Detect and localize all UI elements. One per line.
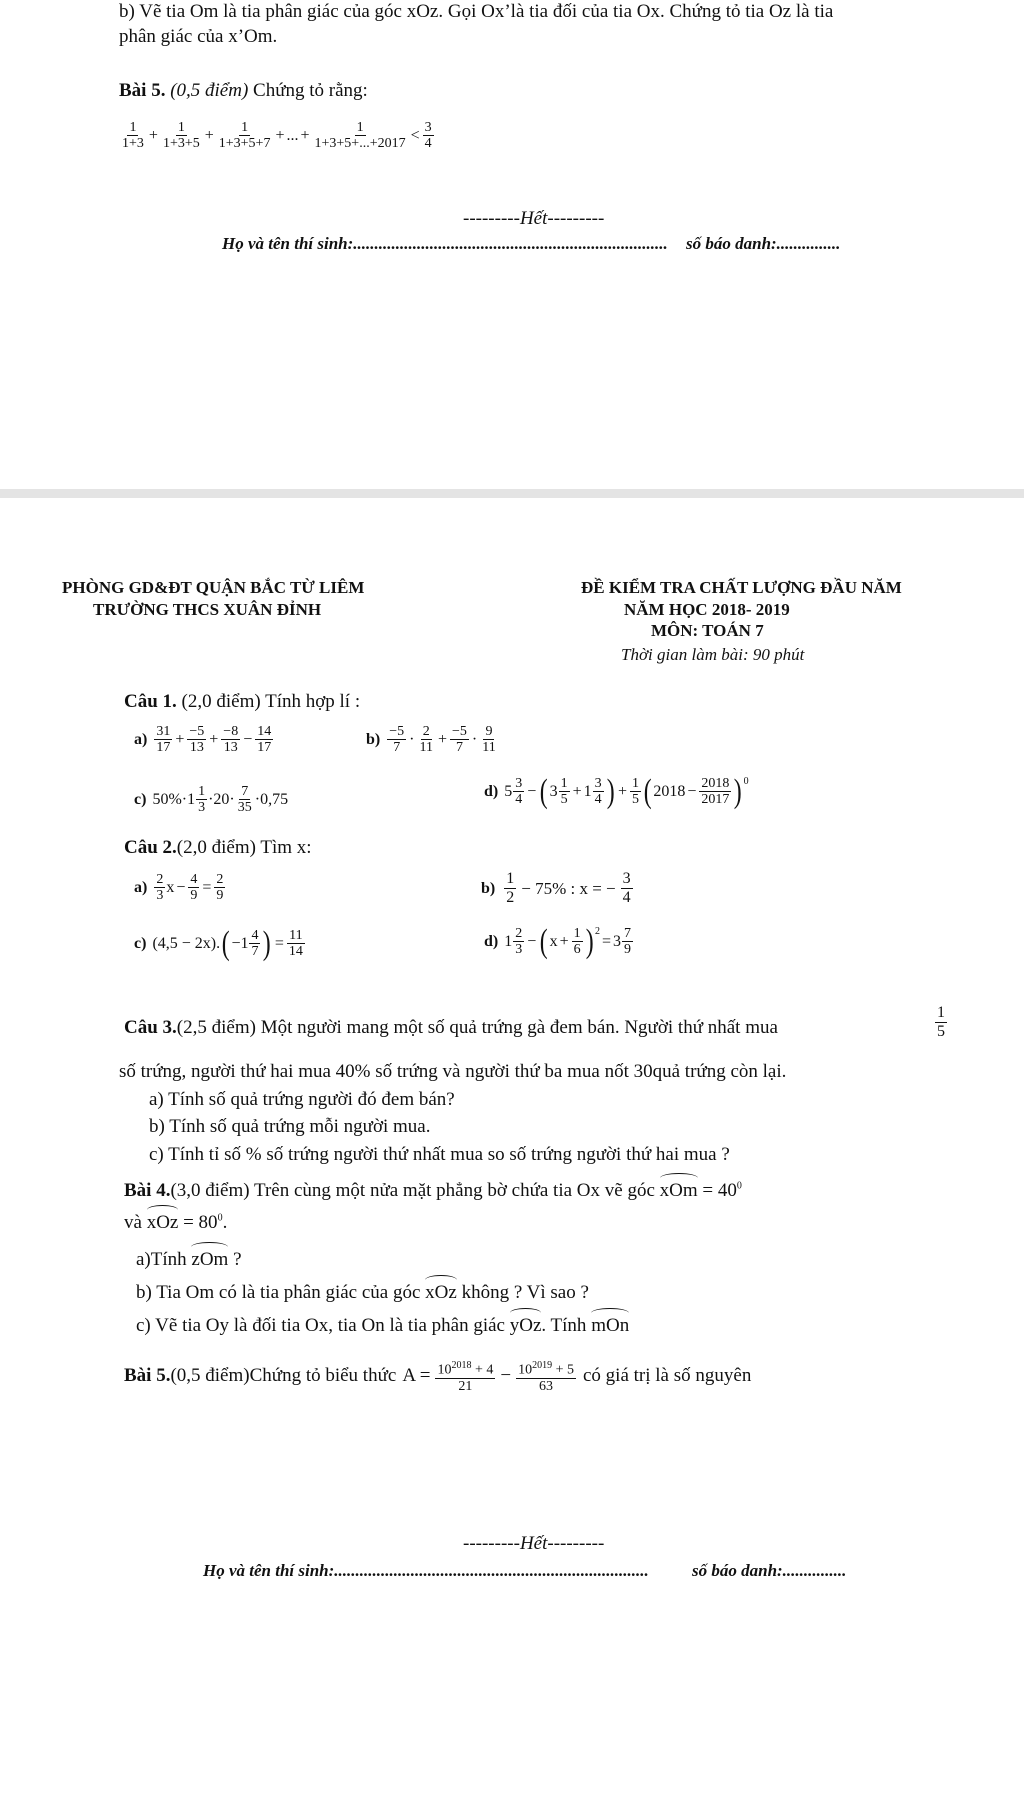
cau1-heading: Câu 1. (2,0 điểm) Tính hợp lí : (124, 691, 361, 712)
exam-time: Thời gian làm bài: 90 phút (621, 645, 805, 664)
cau1-d: d) 5 $\frac{3}{4}$ − ( 3 $\frac{1}{5}$ + 1 $\frac{3}{4}$ ) + $\frac{1}{5}$ ( 2018 − $\frac{2018}{2017}$ ) $^0$ (484, 772, 749, 810)
item-b-line1: b) Vẽ tia Om là tia phân giác của góc xOz. Gọi Ox’là tia đối của tia Ox. Chứng tỏ tia Oz là tia (119, 1, 834, 22)
candidate-name-line: Họ và tên thí sinh:.......................................................................... (203, 1561, 649, 1580)
candidate-id-line: số báo danh:............... (692, 1561, 847, 1580)
cau2-a: a) $\frac{2}{3}$ x − $\frac{4}{9}$ = $\frac{2}{9}$ (134, 872, 224, 903)
bai5-top-heading: Bài 5. (0,5 điểm) Chứng tỏ rằng: (119, 80, 368, 101)
cau3-line1: Câu 3.(2,5 điểm) Một người mang một số quả trứng gà đem bán. Người thứ nhất mua (124, 1017, 778, 1038)
bai5-statement: Bài 5. (0,5 điểm)Chứng tỏ biểu thức A = $\frac{10^{2018} + 4}{21}$ − $\frac{10^{2019} + 5}{63}$ có giá trị là số nguyên (124, 1360, 752, 1394)
cau3-line2: số trứng, người thứ hai mua 40% số trứng và người thứ ba mua nốt 30quả trứng còn lại. (119, 1061, 787, 1082)
cau3-c: c) Tính tỉ số % số trứng người thứ nhất mua so số trứng người thứ hai mua ? (149, 1144, 730, 1165)
bai4-line2: và xOz = $80^0$. (124, 1212, 228, 1233)
subject: MÔN: TOÁN 7 (651, 621, 764, 640)
cau3-fraction: $\frac{1}{5}$ (937, 1004, 945, 1040)
bai4-b: b) Tia Om có là tia phân giác của góc xOz không ? Vì sao ? (136, 1282, 589, 1303)
candidate-id-line-top: số báo danh:............... (686, 234, 841, 253)
cau3-a: a) Tính số quả trứng người đó đem bán? (149, 1089, 455, 1110)
page-separator (0, 489, 1024, 498)
cau3-b: b) Tính số quả trứng mỗi người mua. (149, 1116, 431, 1137)
school-name: TRƯỜNG THCS XUÂN ĐỈNH (93, 600, 322, 619)
cau1-c: c) 50%·1 $\frac{1}{3}$ ·20· $\frac{7}{35}$ ·0,75 (134, 784, 289, 815)
inequality: $\frac{1}{1+3}$ + $\frac{1}{1+3+5}$ + $\frac{1}{1+3+5+7}$ + ... + $\frac{1}{1+3+5+...+2017}$ < $\frac{3}{4}$ (122, 120, 432, 151)
cau2-b: b) $\frac{1}{2}$ − 75% : x = − $\frac{3}{4}$ (481, 870, 631, 906)
cau2-d: d) 1 $\frac{2}{3}$ − ( x + $\frac{1}{6}$ ) $^2$ = 3 $\frac{7}{9}$ (484, 922, 631, 960)
dept-name: PHÒNG GD&ĐT QUẬN BẮC TỪ LIÊM (62, 578, 365, 597)
exam-title: ĐỀ KIỂM TRA CHẤT LƯỢNG ĐẦU NĂM (581, 578, 902, 597)
cau2-heading: Câu 2.(2,0 điểm) Tìm x: (124, 837, 312, 858)
cau1-a: a) $\frac{31}{17}$ + $\frac{-5}{13}$ + $\frac{-8}{13}$ − $\frac{14}{17}$ (134, 724, 272, 755)
end-marker-top: ---------Hết--------- (463, 208, 605, 229)
bai4-c: c) Vẽ tia Oy là đối tia Ox, tia On là tia phân giác yOz. Tính mOn (136, 1315, 630, 1336)
end-marker: ---------Hết--------- (463, 1533, 605, 1554)
cau2-c: c) (4,5 − 2x). ( −1 $\frac{4}{7}$ ) = $\frac{11}{14}$ (134, 924, 303, 962)
candidate-name-line-top: Họ và tên thí sinh:.......................................................................... (222, 234, 668, 253)
cau1-b: b) $\frac{-5}{7}$ · $\frac{2}{11}$ + $\frac{-5}{7}$ · $\frac{9}{11}$ (366, 724, 496, 755)
school-year: NĂM HỌC 2018- 2019 (624, 600, 790, 619)
bai4-a: a)Tính zOm ? (136, 1249, 242, 1270)
bai4-line1: Bài 4.(3,0 điểm) Trên cùng một nửa mặt phẳng bờ chứa tia Ox vẽ góc xOm = $40^0$ (124, 1180, 742, 1201)
item-b-line2: phân giác của x’Om. (119, 26, 278, 47)
